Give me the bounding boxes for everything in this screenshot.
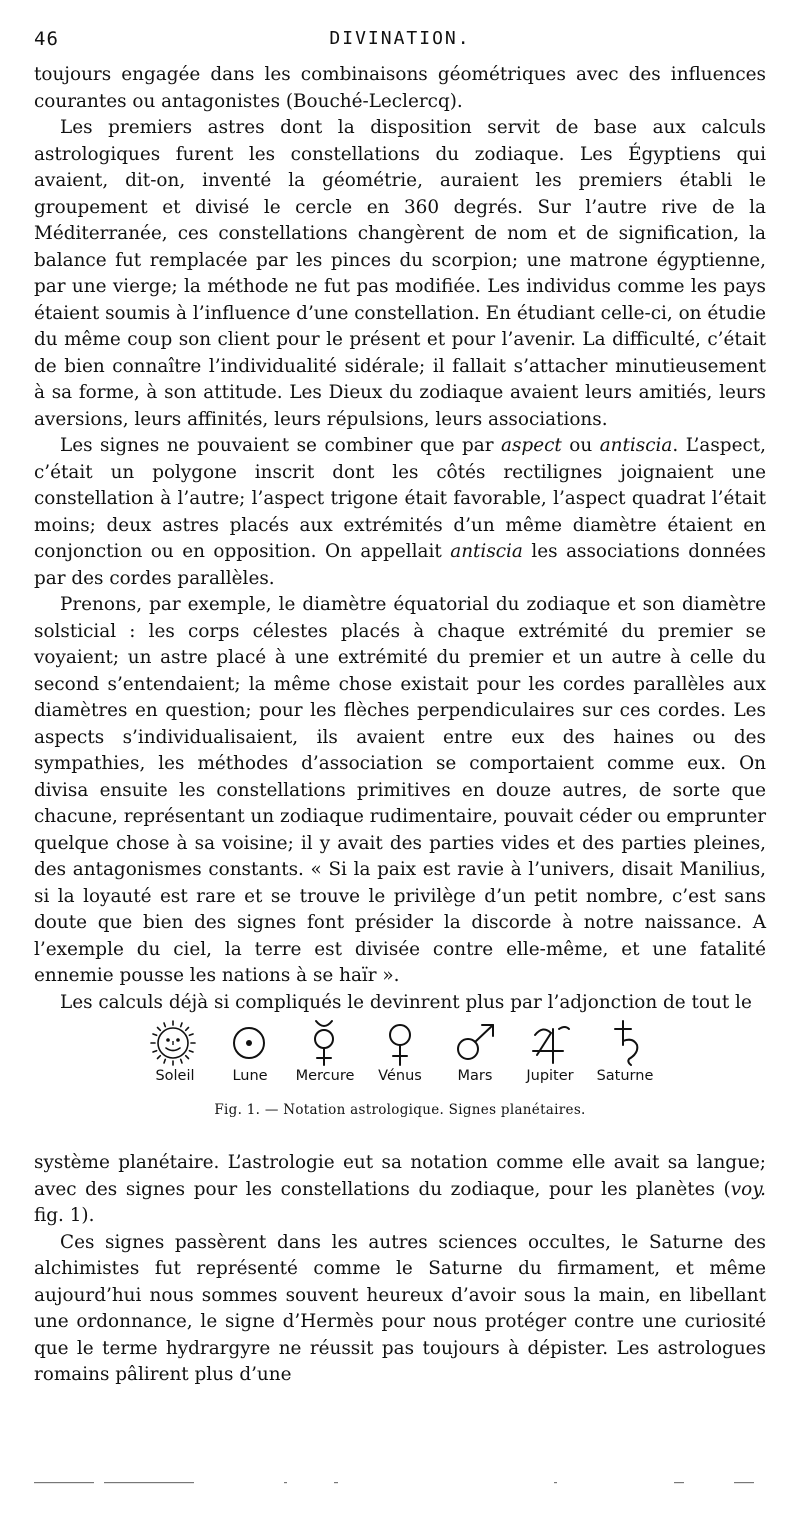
sign-label-jupiter: Jupiter	[526, 1068, 574, 1084]
paragraph-6-start: système planétaire. L’astrologie eut sa notation comme elle avait sa langue; avec des signes pour les constellations du zodiaque, pour les planètes (	[34, 1152, 766, 1200]
sign-label-lune: Lune	[232, 1068, 268, 1084]
paragraph-7: Ces signes passèrent dans les autres sciences occultes, le Saturne des alchimistes fut représenté comme le Saturne du firmament, et même aujourd’hui nous sommes souvent heureux d’avoir sous la main, en libellant une ordonnance, le signe d’Hermès pour nous protéger contre une curiosité que le terme hydrargyre ne réussit pas toujours à dépister. Les astrologues romains pâlirent plus d’une	[34, 1231, 766, 1385]
sign-label-mercure: Mercure	[295, 1068, 355, 1084]
paragraph-3-end: . L’aspect, c’était un polygone inscrit dont les côtés rectilignes joignaient une constellation à l’autre; l’aspect trigone était favorable, l’aspect quadrat l’était moins; deux astres placés aux extrémités d’un même diamètre étaient en conjonction ou en opposition. On appellait	[34, 435, 766, 562]
sign-labels-row	[140, 1068, 660, 1092]
running-head: DIVINATION.	[329, 28, 471, 49]
paragraph-4: Prenons, par exemple, le diamètre équatorial du zodiaque et son diamètre solsticial : les corps célestes placés à chaque extrémité du premier se voyaient; un astre placé à une extrémité du premier et un autre à celle du second s’entendaient; la même chose existait pour les cordes parallèles aux diamètres en question; pour les flèches perpendiculaires sur ces cordes. Les aspects s’individualisaient, ils avaient entre eux des haines ou des sympathies, les méthodes d’association se comportaient comme eux. On divisa ensuite les constellations primitives en douze autres, de sorte que chacune, représentant un zodiaque rudimentaire, pouvait céder ou emprunter quelque chose à sa voisine; il y avait des parties vides et des parties pleines, des antagonismes constants. « Si la paix est ravie à l’univers, disait Manilius, si la loyauté est rare et se trouve le privilège d’un petit nombre, c’est sans doute que bien des signes font présider la discorde à notre naissance. A l’exemple du ciel, la terre est divisée contre elle-même, et une fatalité ennemie pousse les nations à se haïr ».	[34, 594, 766, 986]
figure-caption: Fig. 1. — Notation astrologique. Signes planétaires.	[214, 1102, 586, 1118]
paragraph-5: Les calculs déjà si compliqués le devinrent plus par l’adjonction de tout le	[60, 991, 752, 1013]
paragraph-6	[34, 1150, 766, 1230]
paragraph-1: toujours engagée dans les combinaisons géométriques avec des influences courantes ou antagonistes (Bouché-Leclercq).	[34, 64, 766, 112]
sign-label-mars: Mars	[457, 1068, 493, 1084]
page-bottom-speckle	[34, 1480, 766, 1486]
term-antiscia-2: antiscia	[450, 541, 523, 562]
page-number: 46	[34, 28, 59, 50]
page-header	[34, 28, 766, 58]
body-text-upper	[34, 62, 766, 1016]
paragraph-3-mid: ou	[561, 435, 600, 456]
paragraph-3	[34, 433, 766, 592]
term-voy: voy.	[730, 1178, 766, 1200]
paragraph-3-tail: les associations données par des cordes parallèles.	[34, 541, 766, 589]
sign-label-venus: Vénus	[378, 1068, 422, 1084]
term-aspect: aspect	[501, 435, 562, 456]
paragraph-6-end: fig. 1).	[34, 1205, 95, 1226]
paragraph-3-start: Les signes ne pouvaient se combiner que par	[60, 435, 502, 456]
term-antiscia: antiscia	[599, 435, 673, 456]
sign-label-saturne: Saturne	[596, 1068, 654, 1084]
sign-label-soleil: Soleil	[155, 1068, 195, 1084]
paragraph-2: Les premiers astres dont la disposition servit de base aux calculs astrologiques furent les constellations du zodiaque. Les Égyptiens qui avaient, dit-on, inventé la géométrie, auraient les premiers établi le groupement et divisé le cercle en 360 degrés. Sur l’autre rive de la Méditerranée, ces constellations changèrent de nom et de signification, la balance fut remplacée par les pinces du scorpion; une matrone égyptienne, par une vierge; la méthode ne fut pas modifiée. Les individus comme les pays étaient soumis à l’influence d’une constellation. En étudiant celle-ci, on étudie du même coup son client pour le présent et pour l’avenir. La difficulté, c’était de bien connaître l’individualité sidérale; il fallait s’attacher minutieusement à sa forme, à son attitude. Les Dieux du zodiaque avaient leurs amitiés, leurs aversions, leurs affinités, leurs répulsions, leurs associations.	[34, 117, 767, 430]
figure-planetary-signs	[140, 1008, 660, 1140]
body-text-lower	[34, 1150, 766, 1389]
